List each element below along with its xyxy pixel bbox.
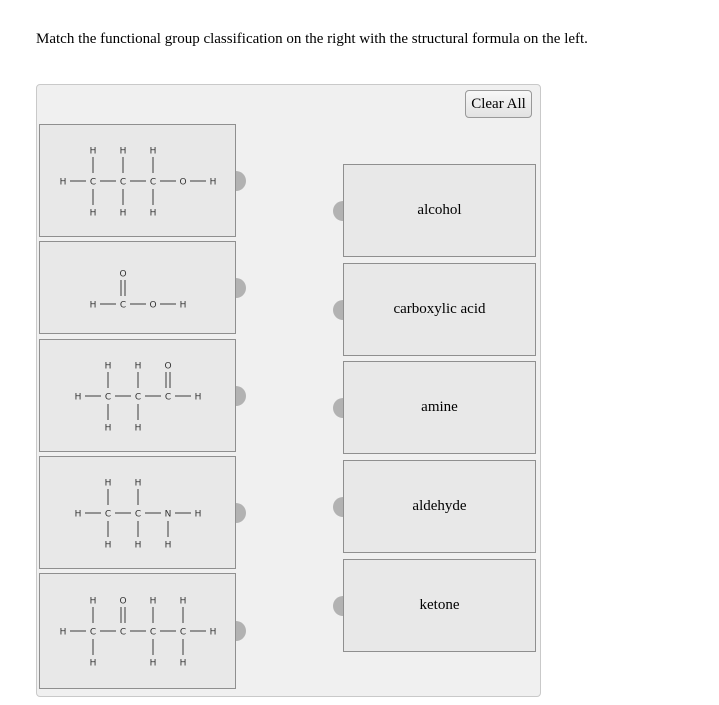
svg-text:H: H <box>119 208 126 218</box>
butanone-structure <box>51 588 225 674</box>
clear-all-button[interactable]: Clear All <box>465 90 532 118</box>
propanol-structure <box>51 138 225 224</box>
svg-text:C: C <box>104 392 111 402</box>
svg-text:C: C <box>164 392 171 402</box>
answer-5-connector[interactable] <box>333 596 343 616</box>
svg-text:H: H <box>104 478 111 488</box>
svg-text:H: H <box>149 658 156 669</box>
svg-text:C: C <box>149 627 156 638</box>
svg-text:H: H <box>164 540 171 550</box>
svg-text:H: H <box>74 392 81 402</box>
formula-box-propanol[interactable] <box>39 124 236 237</box>
svg-text:H: H <box>149 596 156 607</box>
formic-acid-structure <box>81 261 195 315</box>
svg-text:C: C <box>134 509 141 519</box>
formula-box-propanal[interactable] <box>39 339 236 452</box>
svg-text:H: H <box>194 392 201 402</box>
answer-label-aldehyde: aldehyde <box>412 498 467 514</box>
svg-text:H: H <box>179 300 186 310</box>
svg-text:H: H <box>149 146 156 156</box>
svg-text:H: H <box>209 627 216 638</box>
svg-text:H: H <box>104 423 111 433</box>
svg-text:H: H <box>104 540 111 550</box>
matching-panel <box>36 84 541 697</box>
answer-box-carboxylic-acid[interactable] <box>343 263 536 356</box>
svg-text:N: N <box>164 509 171 519</box>
formula-4-connector[interactable] <box>236 503 246 523</box>
formula-box-formic-acid[interactable] <box>39 241 236 334</box>
formula-2-connector[interactable] <box>236 278 246 298</box>
svg-text:C: C <box>179 627 186 638</box>
svg-text:C: C <box>89 177 96 187</box>
formula-5-connector[interactable] <box>236 621 246 641</box>
svg-text:O: O <box>118 596 127 607</box>
svg-text:H: H <box>89 596 96 607</box>
svg-text:C: C <box>89 627 96 638</box>
svg-text:H: H <box>89 300 96 310</box>
svg-text:H: H <box>59 627 66 638</box>
svg-text:C: C <box>104 509 111 519</box>
formula-3-connector[interactable] <box>236 386 246 406</box>
svg-text:O: O <box>148 300 157 310</box>
svg-text:O: O <box>163 361 172 371</box>
svg-text:H: H <box>104 361 111 371</box>
answer-1-connector[interactable] <box>333 201 343 221</box>
answer-4-connector[interactable] <box>333 497 343 517</box>
propanal-structure <box>66 353 210 439</box>
svg-text:O: O <box>118 269 127 279</box>
instructions-text: Match the functional group classification on the right with the structural formula on the left. <box>36 31 588 47</box>
formula-box-ethylamine[interactable] <box>39 456 236 569</box>
svg-text:H: H <box>194 509 201 519</box>
answer-box-aldehyde[interactable] <box>343 460 536 553</box>
svg-text:C: C <box>119 177 126 187</box>
svg-text:H: H <box>134 478 141 488</box>
answer-3-connector[interactable] <box>333 398 343 418</box>
answer-box-amine[interactable] <box>343 361 536 454</box>
answer-box-alcohol[interactable] <box>343 164 536 257</box>
answer-label-amine: amine <box>421 399 458 415</box>
svg-text:H: H <box>179 596 186 607</box>
svg-text:H: H <box>134 540 141 550</box>
ethylamine-structure <box>66 470 210 556</box>
formula-box-butanone[interactable] <box>39 573 236 689</box>
answer-2-connector[interactable] <box>333 300 343 320</box>
svg-text:H: H <box>119 146 126 156</box>
answer-label-carboxylic-acid: carboxylic acid <box>393 301 486 317</box>
svg-text:C: C <box>134 392 141 402</box>
svg-text:C: C <box>119 300 126 310</box>
svg-text:H: H <box>89 146 96 156</box>
formula-1-connector[interactable] <box>236 171 246 191</box>
svg-text:H: H <box>149 208 156 218</box>
svg-text:H: H <box>134 361 141 371</box>
svg-text:H: H <box>59 177 66 187</box>
svg-text:H: H <box>209 177 216 187</box>
svg-text:H: H <box>74 509 81 519</box>
svg-text:O: O <box>178 177 187 187</box>
answer-box-ketone[interactable] <box>343 559 536 652</box>
svg-text:H: H <box>134 423 141 433</box>
svg-text:C: C <box>149 177 156 187</box>
svg-text:H: H <box>89 208 96 218</box>
answer-label-alcohol: alcohol <box>417 202 462 218</box>
svg-text:C: C <box>119 627 126 638</box>
answer-label-ketone: ketone <box>419 597 460 613</box>
svg-text:H: H <box>179 658 186 669</box>
svg-text:H: H <box>89 658 96 669</box>
